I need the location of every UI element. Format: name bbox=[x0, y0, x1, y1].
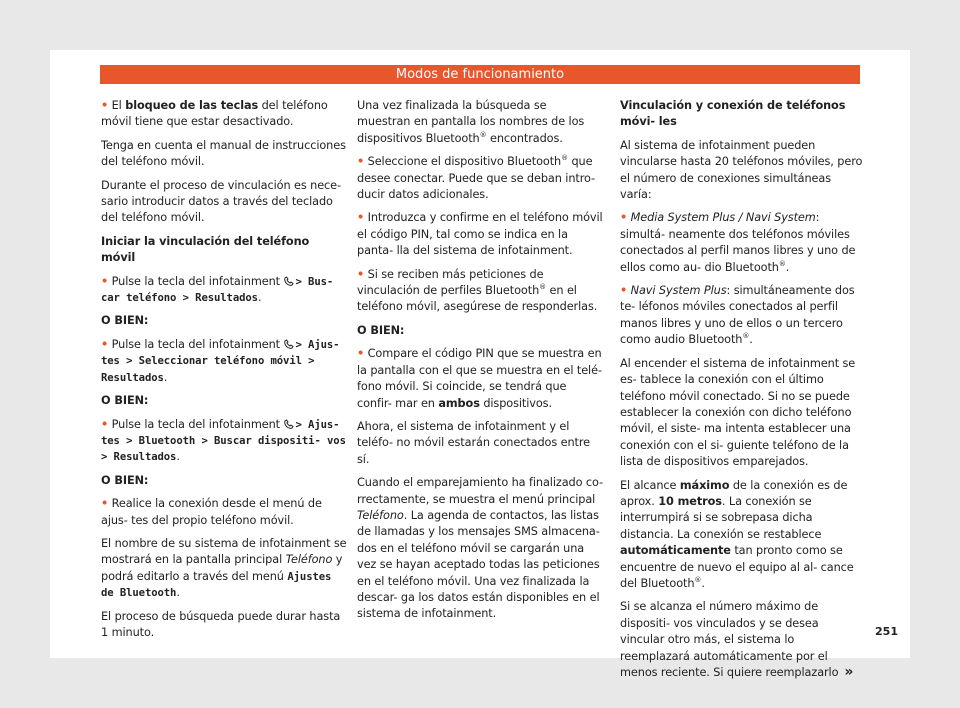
bullet-icon: • bbox=[101, 417, 109, 431]
phone-icon bbox=[283, 339, 295, 349]
phone-icon bbox=[283, 419, 295, 429]
bullet-icon: • bbox=[357, 155, 365, 169]
column-3 bbox=[620, 98, 866, 688]
heading-pairing-connection: Vinculación y conexión de teléfonos móvi- les bbox=[620, 99, 846, 129]
section-header: Modos de funcionamiento bbox=[100, 65, 860, 84]
bullet-icon: • bbox=[357, 267, 365, 281]
bullet-profile-requests: • Si se reciben más peticiones de vinculación de perfiles Bluetooth® en el teléfono móvil, asegúrese de responderlas. bbox=[357, 267, 598, 314]
bullet-enter-pin: • Introduzca y confirme en el teléfono móvil el código PIN, tal como se indica en la panta- lla del sistema de infotainment. bbox=[357, 211, 603, 258]
bullet-select-phone: • Pulse la tecla del infotainment > Ajus- tes > Seleccionar teléfono móvil > Resultados. bbox=[101, 337, 340, 384]
bullet-phone-menu: • Realice la conexión desde el menú de ajus- tes del propio teléfono móvil. bbox=[101, 497, 322, 527]
paragraph-pairing-finished: Cuando el emparejamiento ha finalizado co- rrectamente, se muestra el menú principal Teléfono. La agenda de contactos, las listas de llamadas y los mensajes SMS almacena- dos en el teléfono móvil se cargarán una vez se hayan aceptado todas las peticiones en el teléfono móvil. Una vez finalizada la descar- ga los datos están disponibles en el sistema de infotainment. bbox=[357, 476, 604, 621]
column-2 bbox=[357, 98, 603, 630]
bullet-select-device: • Seleccione el dispositivo Bluetooth® que desee conectar. Puede que se deban intro- ducir datos adicionales. bbox=[357, 154, 596, 202]
paragraph-auto-connect: Al encender el sistema de infotainment se es- tablece la conexión con el último teléfono móvil conectado. Si no se puede establecer la conexión con dicho teléfono móvil, el siste- ma intenta establecer una conexión con el si- guiente teléfono de la lista de dispositivos emparejados. bbox=[620, 356, 856, 469]
paragraph-max-phones: Al sistema de infotainment pueden vincularse hasta 20 teléfonos móviles, pero el número de conexiones simultáneas varía: bbox=[620, 138, 863, 202]
bullet-icon: • bbox=[101, 274, 109, 288]
bullet-media-system: • Media System Plus / Navi System: simultá- neamente dos teléfonos móviles conectados al perfil manos libres y uno de ellos como au- dio Bluetooth®. bbox=[620, 211, 856, 274]
paragraph-keylock: • El bloqueo de las teclas del teléfono móvil tiene que estar desactivado. bbox=[101, 99, 328, 129]
label-o-bien: O BIEN: bbox=[101, 473, 149, 487]
page-number: 251 bbox=[875, 625, 898, 638]
paragraph-range: El alcance máximo de la conexión es de aprox. 10 metros. La conexión se interrumpirá si se sobrepasa dicha distancia. La conexión se restablece automáticamente tan pronto como se encuentre de nuevo el equipo al al- cance del Bluetooth®. bbox=[620, 478, 854, 590]
paragraph-system-name: El nombre de su sistema de infotainment se mostrará en la pantalla principal Teléfono y podrá editarlo a través del menú Ajustes de Bluetooth. bbox=[101, 536, 347, 600]
bullet-icon: • bbox=[101, 99, 109, 112]
bullet-icon: • bbox=[101, 497, 109, 511]
paragraph-keyboard-note: Durante el proceso de vinculación es nece- sario introducir datos a través del teclado del teléfono móvil. bbox=[101, 178, 341, 225]
paragraph-max-devices: Si se alcanza el número máximo de dispositi- vos vinculados y se desea vincular otro más, el sistema lo reemplazará automáticamente por el menos reciente. Si quiere reemplazarlo » bbox=[620, 600, 854, 680]
bullet-search-phone: • Pulse la tecla del infotainment > Bus- car teléfono > Resultados. bbox=[101, 274, 334, 305]
bullet-compare-pin: • Compare el código PIN que se muestra en la pantalla con el que se muestra en el telé- fono móvil. Si coincide, se tendrá que confir- mar en ambos dispositivos. bbox=[357, 347, 602, 410]
phone-icon bbox=[283, 276, 295, 286]
paragraph-search-results: Una vez finalizada la búsqueda se muestran en pantalla los nombres de los dispositivos Bluetooth® encontrados. bbox=[357, 99, 585, 145]
paragraph-search-duration: El proceso de búsqueda puede durar hasta 1 minuto. bbox=[101, 609, 341, 639]
label-o-bien: O BIEN: bbox=[101, 394, 149, 408]
bullet-icon: • bbox=[101, 337, 109, 351]
bullet-navi-system-plus: • Navi System Plus: simultáneamente dos te- léfonos móviles conectados al perfil manos libres y uno de ellos o un tercero como audio Bluetooth®. bbox=[620, 284, 855, 347]
manual-page bbox=[50, 50, 910, 680]
bullet-bluetooth-search: • Pulse la tecla del infotainment > Ajus- tes > Bluetooth > Buscar dispositi- vos > Resultados. bbox=[101, 417, 346, 464]
bullet-icon: • bbox=[620, 211, 628, 225]
paragraph-connected: Ahora, el sistema de infotainment y el teléfo- no móvil estarán conectados entre sí. bbox=[357, 419, 591, 466]
paragraph-manual-note: Tenga en cuenta el manual de instrucciones del teléfono móvil. bbox=[101, 138, 346, 169]
bullet-icon: • bbox=[357, 211, 365, 225]
bullet-icon: • bbox=[620, 284, 628, 298]
label-o-bien: O BIEN: bbox=[357, 323, 405, 337]
continue-arrow-icon: » bbox=[844, 664, 854, 680]
column-1 bbox=[101, 98, 347, 648]
bullet-icon: • bbox=[357, 347, 365, 361]
label-o-bien: O BIEN: bbox=[101, 314, 149, 328]
heading-start-pairing: Iniciar la vinculación del teléfono móvil bbox=[101, 234, 310, 265]
